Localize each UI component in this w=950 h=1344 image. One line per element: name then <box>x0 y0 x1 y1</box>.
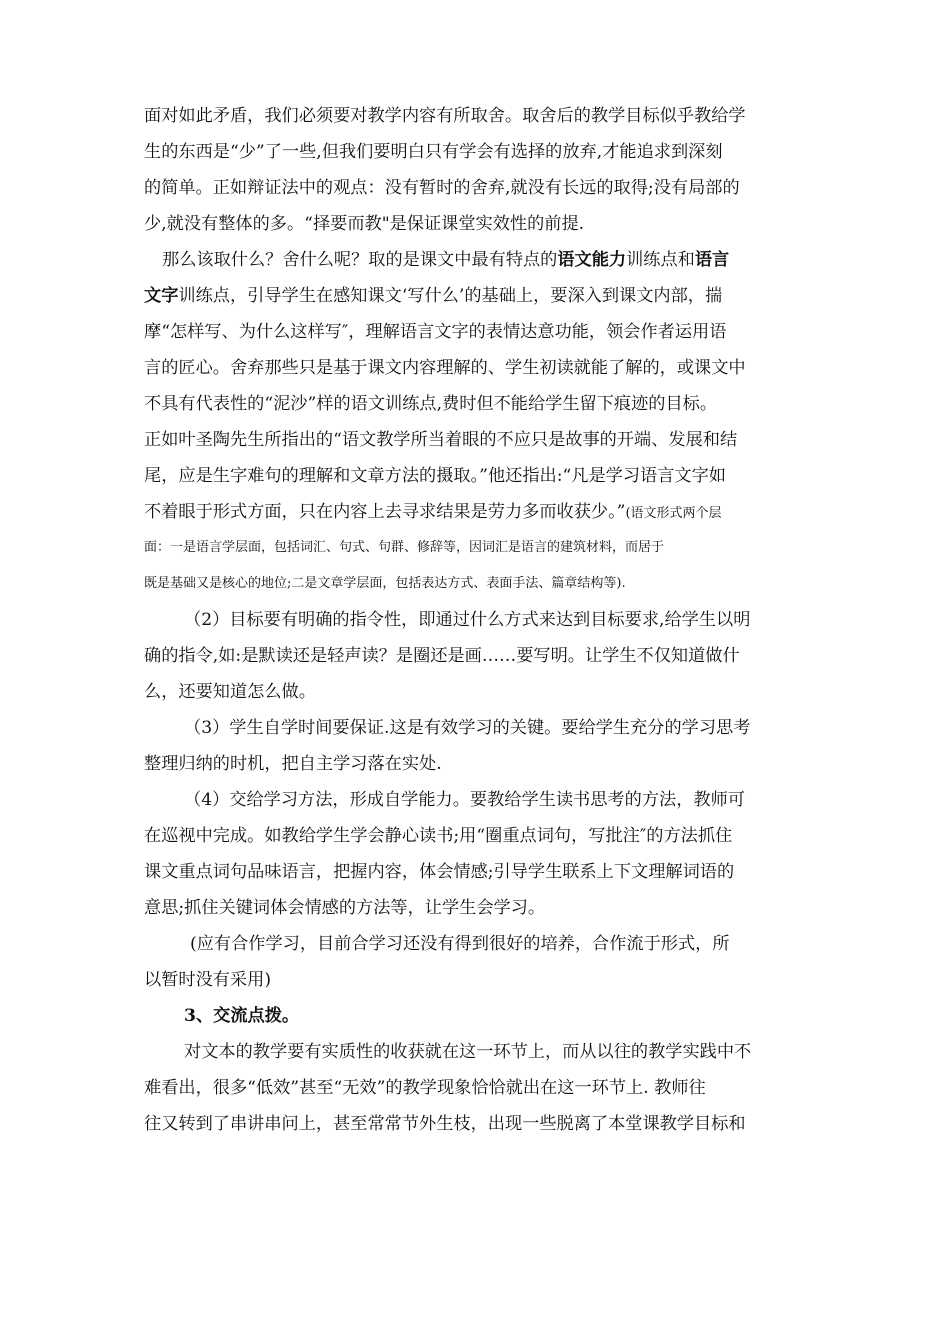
text-line: 言的匠心。舍弃那些只是基于课文内容理解的、学生初读就能了解的，或课文中 <box>144 358 746 378</box>
text-run: 训练点，引导学生在感知课文‘写什么’的基础上，要深入到课文内部，揣 <box>178 286 723 306</box>
text-line <box>144 278 804 314</box>
text-line: 生的东西是“少”了一些,但我们要明白只有学会有选择的放弃,才能追求到深刻 <box>144 142 723 162</box>
text-run: 训练点和 <box>626 250 695 270</box>
text-line: 以暂时没有采用) <box>144 970 272 990</box>
note-run: (语文形式两个层 <box>625 506 722 521</box>
note-line: 面：一是语言学层面，包括词汇、句式、句群、修辞等，因词汇是语言的建筑材料，而居于 <box>144 540 665 555</box>
text-line: 确的指令,如:是默读还是轻声读？是圈还是画……要写明。让学生不仅知道做什 <box>144 646 740 666</box>
section-heading: 3、交流点拨。 <box>184 1006 300 1026</box>
text-line: 么，还要知道怎么做。 <box>144 682 316 702</box>
text-run: 不着眼于形式方面，只在内容上去寻求结果是劳力多而收获少。” <box>144 502 626 522</box>
document-body <box>144 98 804 1142</box>
note-line: 既是基础又是核心的地位;二是文章学层面，包括表达方式、表面手法、篇章结构等). <box>144 576 626 591</box>
text-line: (应有合作学习，目前合学习还没有得到很好的培养，合作流于形式，所 <box>190 934 730 954</box>
text-line: 尾，应是生字难句的理解和文章方法的摄取。”他还指出:“凡是学习语言文字如 <box>144 466 726 486</box>
text-line: 往又转到了串讲串问上，甚至常常节外生枝，出现一些脱离了本堂课教学目标和 <box>144 1114 746 1134</box>
text-line: 难看出，很多“低效”甚至“无效”的教学现象恰恰就出在这一环节上. 教师往 <box>144 1078 706 1098</box>
bold-term: 语文能力 <box>557 250 627 270</box>
text-line: 面对如此矛盾，我们必须要对教学内容有所取舍。取舍后的教学目标似乎教给学 <box>144 106 746 126</box>
text-line: 少,就没有整体的多。“择要而教"是保证课堂实效性的前提. <box>144 214 585 234</box>
text-line: 的简单。正如辩证法中的观点：没有暂时的舍弃,就没有长远的取得;没有局部的 <box>144 178 740 198</box>
text-line: 整理归纳的时机，把自主学习落在实处. <box>144 754 442 774</box>
text-line <box>144 494 804 530</box>
text-line: （2）目标要有明确的指令性，即通过什么方式来达到目标要求,给学生以明 <box>184 610 751 630</box>
text-line: 摩“怎样写、为什么这样写″，理解语言文字的表情达意功能，领会作者运用语 <box>144 322 727 342</box>
text-line <box>144 242 804 278</box>
bold-term: 语言 <box>694 250 730 270</box>
bold-term: 文字 <box>144 286 179 306</box>
text-line: 意思;抓住关键词体会情感的方法等，让学生会学习。 <box>144 898 546 918</box>
text-line: （4）交给学习方法，形成自学能力。要教给学生读书思考的方法，教师可 <box>184 790 745 810</box>
text-line: 课文重点词句品味语言，把握内容，体会情感;引导学生联系上下文理解词语的 <box>144 862 735 882</box>
text-line: （3）学生自学时间要保证.这是有效学习的关键。要给学生充分的学习思考 <box>184 718 751 738</box>
text-line: 在巡视中完成。如教给学生学会静心读书;用“圈重点词句，写批注″的方法抓住 <box>144 826 733 846</box>
text-run: 那么该取什么？舍什么呢？取的是课文中最有特点的 <box>162 250 558 270</box>
text-line: 不具有代表性的“泥沙”样的语文训练点,费时但不能给学生留下痕迹的目标。 <box>144 394 718 414</box>
text-line: 正如叶圣陶先生所指出的“语文教学所当着眼的不应只是故事的开端、发展和结 <box>144 430 738 450</box>
text-line: 对文本的教学要有实质性的收获就在这一环节上，而从以往的教学实践中不 <box>184 1042 752 1062</box>
